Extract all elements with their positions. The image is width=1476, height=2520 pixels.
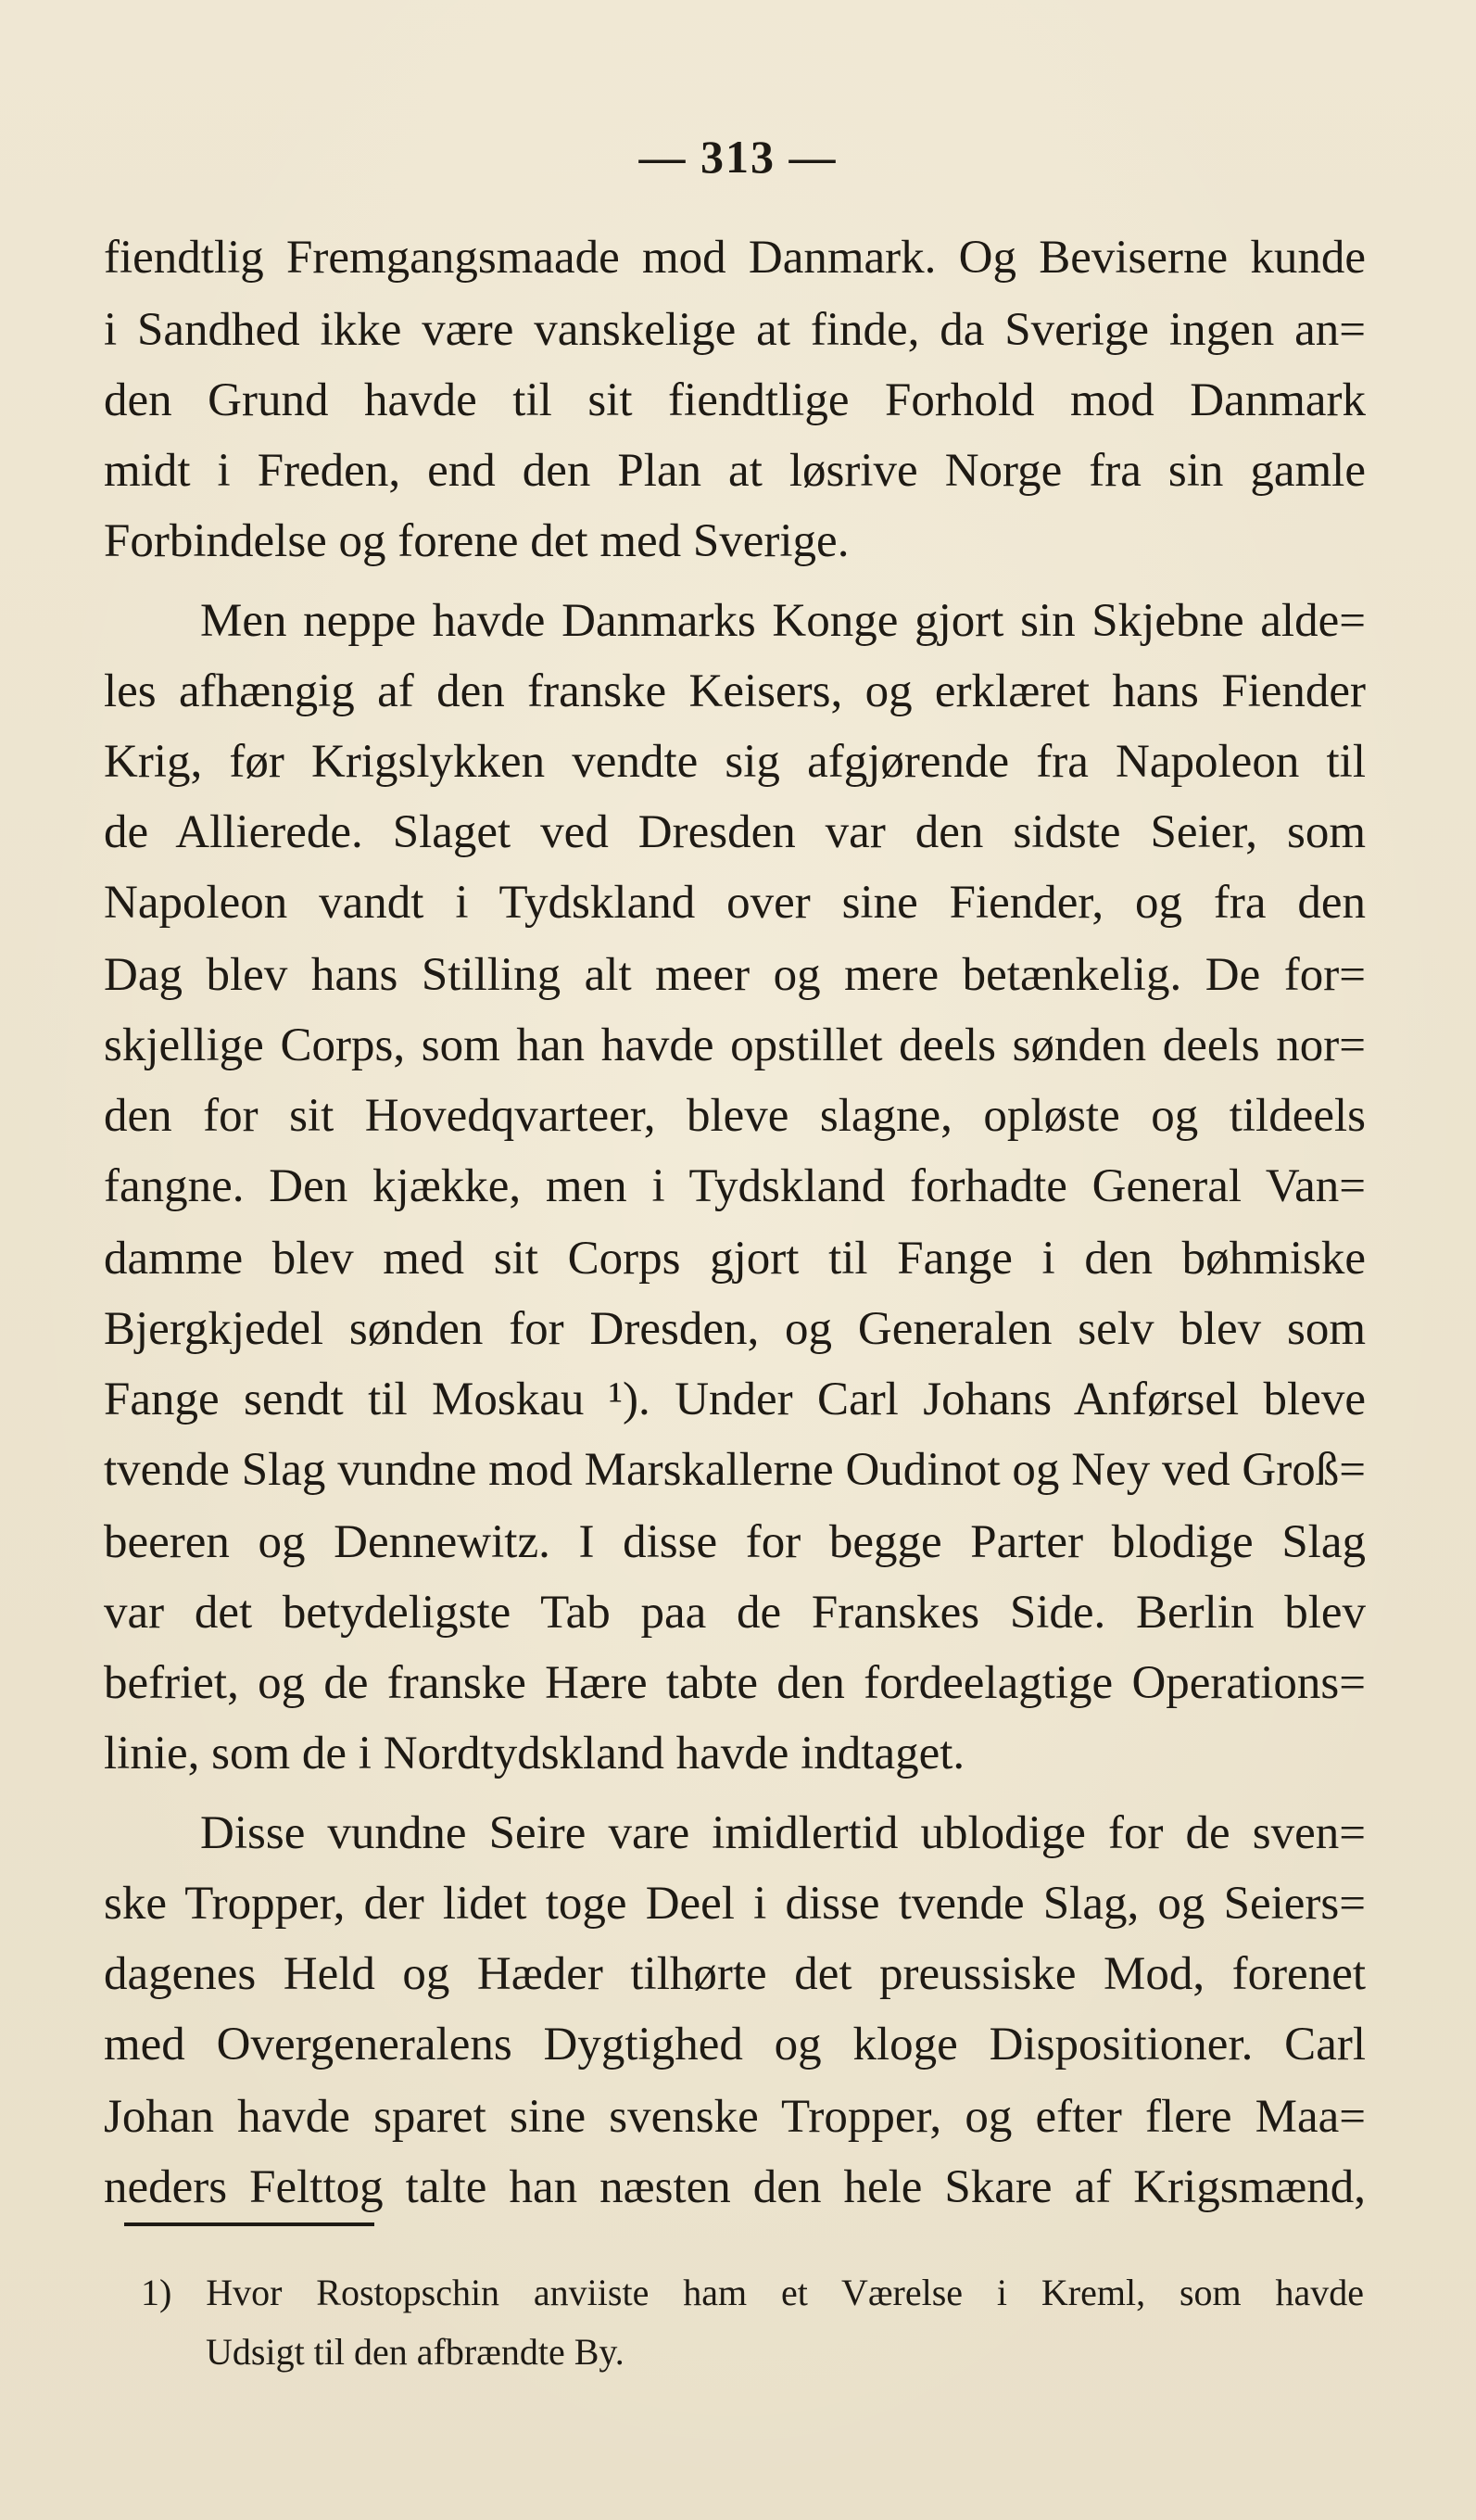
text-line: Men neppe havde Danmarks Konge gjort sin Skjebne alde=: [200, 595, 1366, 647]
text-line: fiendtlig Fremgangsmaade mod Danmark. Og Beviserne kunde: [104, 232, 1366, 284]
text-line: beeren og Dennewitz. I disse for begge Parter blodige Slag: [104, 1516, 1366, 1568]
text-line: var det betydeligste Tab paa de Franskes Side. Berlin blev: [104, 1587, 1366, 1639]
page-number: — 313 —: [638, 131, 838, 183]
text-line: Napoleon vandt i Tydskland over sine Fiender, og fra den: [104, 877, 1366, 929]
text-line: les afhængig af den franske Keisers, og erklæret hans Fiender: [104, 665, 1366, 717]
text-line: Johan havde sparet sine svenske Tropper, og efter flere Maa=: [104, 2091, 1366, 2143]
text-line: Fange sendt til Moskau ¹). Under Carl Johans Anførsel bleve: [104, 1374, 1366, 1425]
text-line: dagenes Held og Hæder tilhørte det preussiske Mod, forenet: [104, 1948, 1366, 2000]
text-line: skjellige Corps, som han havde opstillet deels sønden deels nor=: [104, 1019, 1366, 1071]
text-line: Disse vundne Seire vare imidlertid ublodige for de sven=: [200, 1807, 1366, 1859]
text-line: de Allierede. Slaget ved Dresden var den sidste Seier, som: [104, 806, 1366, 858]
text-line: befriet, og de franske Hære tabte den fordeelagtige Operations=: [104, 1657, 1366, 1709]
text-line: midt i Freden, end den Plan at løsrive Norge fra sin gamle: [104, 445, 1366, 497]
text-line: neders Felttog talte han næsten den hele Skare af Krigsmænd,: [104, 2161, 1366, 2213]
footnote-divider: [124, 2222, 374, 2226]
text-line: Bjergkjedel sønden for Dresden, og Generalen selv blev som: [104, 1303, 1366, 1355]
text-line: tvende Slag vundne mod Marskallerne Oudinot og Ney ved Groß=: [104, 1444, 1366, 1496]
text-line: Forbindelse og forene det med Sverige.: [104, 515, 850, 567]
text-line: linie, som de i Nordtydskland havde indtaget.: [104, 1728, 965, 1779]
text-line: den Grund havde til sit fiendtlige Forhold mod Danmark: [104, 374, 1366, 426]
text-line: fangne. Den kjække, men i Tydskland forhadte General Van=: [104, 1160, 1366, 1212]
text-line: Krig, før Krigslykken vendte sig afgjørende fra Napoleon til: [104, 736, 1366, 788]
footnote-line: Udsigt til den afbrændte By.: [206, 2331, 624, 2373]
footnote-line: 1) Hvor Rostopschin anviiste ham et Værelse i Kreml, som havde: [141, 2272, 1364, 2313]
text-line: damme blev med sit Corps gjort til Fange i den bøhmiske: [104, 1233, 1366, 1285]
text-line: i Sandhed ikke være vanskelige at finde, da Sverige ingen an=: [104, 304, 1366, 356]
text-line: den for sit Hovedqvarteer, bleve slagne, opløste og tildeels: [104, 1090, 1366, 1142]
text-line: med Overgeneralens Dygtighed og kloge Dispositioner. Carl: [104, 2019, 1366, 2070]
text-line: ske Tropper, der lidet toge Deel i disse tvende Slag, og Seiers=: [104, 1878, 1366, 1930]
text-line: Dag blev hans Stilling alt meer og mere betænkelig. De for=: [104, 949, 1366, 1001]
